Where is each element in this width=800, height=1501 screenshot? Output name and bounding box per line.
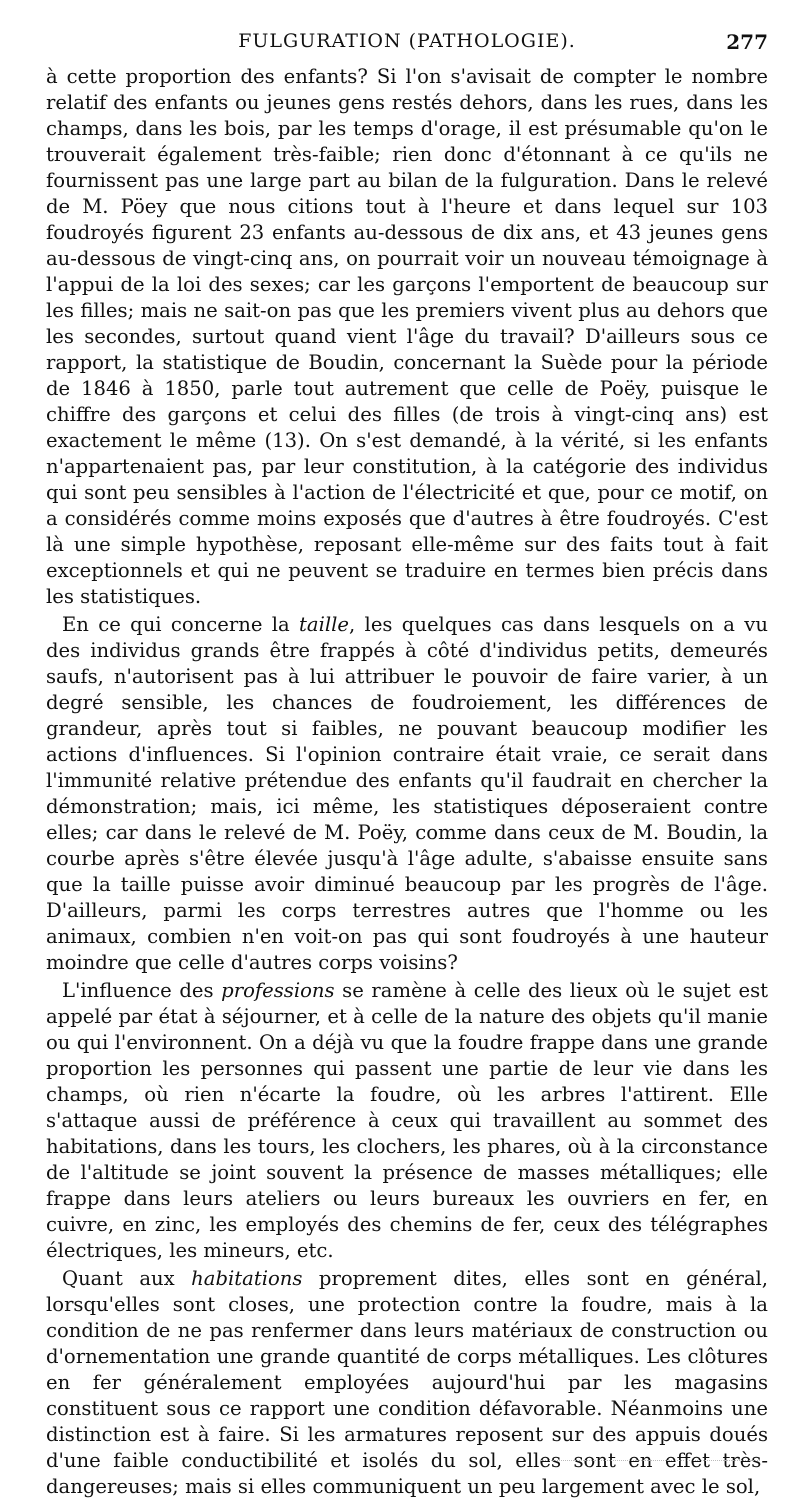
page-number: 277 [726,30,768,54]
italic-term-professions: professions [221,979,335,1002]
italic-term-taille: taille [299,613,349,636]
text-run: se ramène à celle des lieux où le sujet est appelé par état à séjourner, et à celle de la nature des objets qu'il manie ou qui l'environnent. On a déjà vu que la foudre frappe dans une grande proportion les personnes qui passent une partie de leur vie dans les champs, où rien n'écarte la foudre, où les arbres l'attirent. Elle s'attaque aussi de préférence à ceux qui travaillent au sommet des habitations, dans les tours, les clochers, les phares, où à la circonstance de l'altitude se joint souvent la présence de masses métalliques; elle frappe dans leurs ateliers ou leurs bureaux les ouvriers en fer, en cuivre, en zinc, les employés des chemins de fer, ceux des télégraphes électriques, les mineurs, etc. [46,979,769,1262]
body-text [46,64,768,1500]
text-run: L'influence des [62,979,222,1002]
text-run: proprement dites, elles sont en général, lorsqu'elles sont closes, une protection contre la foudre, mais à la condition de ne pas renfermer dans leurs matériaux de construction ou d'ornementation une grande quantité de corps métalliques. Les clôtures en fer généralement employées aujourd'hui par les magasins constituent sous ce rapport une condition défavorable. Néanmoins une distinction est à faire. Si les armatures reposent sur des appuis doués d'une faible conductibilité et isolés du sol, elles sont en effet très-dangereuses; mais si elles communiquent un peu largement avec le sol, [46,1267,768,1498]
running-title: FULGURATION (PATHOLOGIE). [238,30,576,52]
paragraph-3 [46,978,768,1264]
text-run: à cette proportion des enfants? Si l'on s'avisait de compter le nombre relatif des enfants ou jeunes gens restés dehors, dans les rues, dans les champs, dans les bois, par les temps d'orage, il est présumable qu'on le trouverait également très-faible; rien donc d'étonnant à ce qu'ils ne fournissent pas une large part au bilan de la fulguration. Dans le relevé de M. Pöey que nous citions tout à l'heure et dans lequel sur 103 foudroyés figurent 23 enfants au-dessous de dix ans, et 43 jeunes gens au-dessous de vingt-cinq ans, on pourrait voir un nouveau témoignage à l'appui de la loi des sexes; car les garçons l'emportent de beaucoup sur les filles; mais ne sait-on pas que les premiers vivent plus au dehors que les secondes, surtout quand vient l'âge du travail? D'ailleurs sous ce rapport, la statistique de Boudin, concernant la Suède pour la période de 1846 à 1850, parle tout autrement que celle de Poëy, puisque le chiffre des garçons et celui des filles (de trois à vingt-cinq ans) est exactement le même (13). On s'est demandé, à la vérité, si les enfants n'appartenaient pas, par leur constitution, à la catégorie des individus qui sont peu sensibles à l'action de l'électricité et que, pour ce motif, on a considérés comme moins exposés que d'autres à être foudroyés. C'est là une simple hypothèse, reposant elle-même sur des faits tout à fait exceptionnels et qui ne peuvent se traduire en termes bien précis dans les statistiques. [46,65,768,608]
faint-bleed-through [540,1460,760,1465]
text-run: Quant aux [62,1267,192,1290]
paragraph-2 [46,612,768,976]
paragraph-1 [46,64,768,610]
text-run: , les quelques cas dans lesquels on a vu des individus grands être frappés à côté d'individus petits, demeurés saufs, n'autorisent pas à lui attribuer le pouvoir de faire varier, à un degré sensible, les chances de foudroiement, les différences de grandeur, après tout si faibles, ne pouvant beaucoup modifier les actions d'influences. Si l'opinion contraire était vraie, ce serait dans l'immunité relative prétendue des enfants qu'il faudrait en chercher la démonstration; mais, ici même, les statistiques déposeraient contre elles; car dans le relevé de M. Poëy, comme dans ceux de M. Boudin, la courbe après s'être élevée jusqu'à l'âge adulte, s'abaisse ensuite sans que la taille puisse avoir diminué beaucoup par les progrès de l'âge. D'ailleurs, parmi les corps terrestres autres que l'homme ou les animaux, combien n'en voit-on pas qui sont foudroyés à une hauteur moindre que celle d'autres corps voisins? [46,613,768,974]
running-head [46,30,768,58]
text-run: En ce qui concerne la [62,613,300,636]
italic-term-habitations: habitations [191,1267,303,1290]
